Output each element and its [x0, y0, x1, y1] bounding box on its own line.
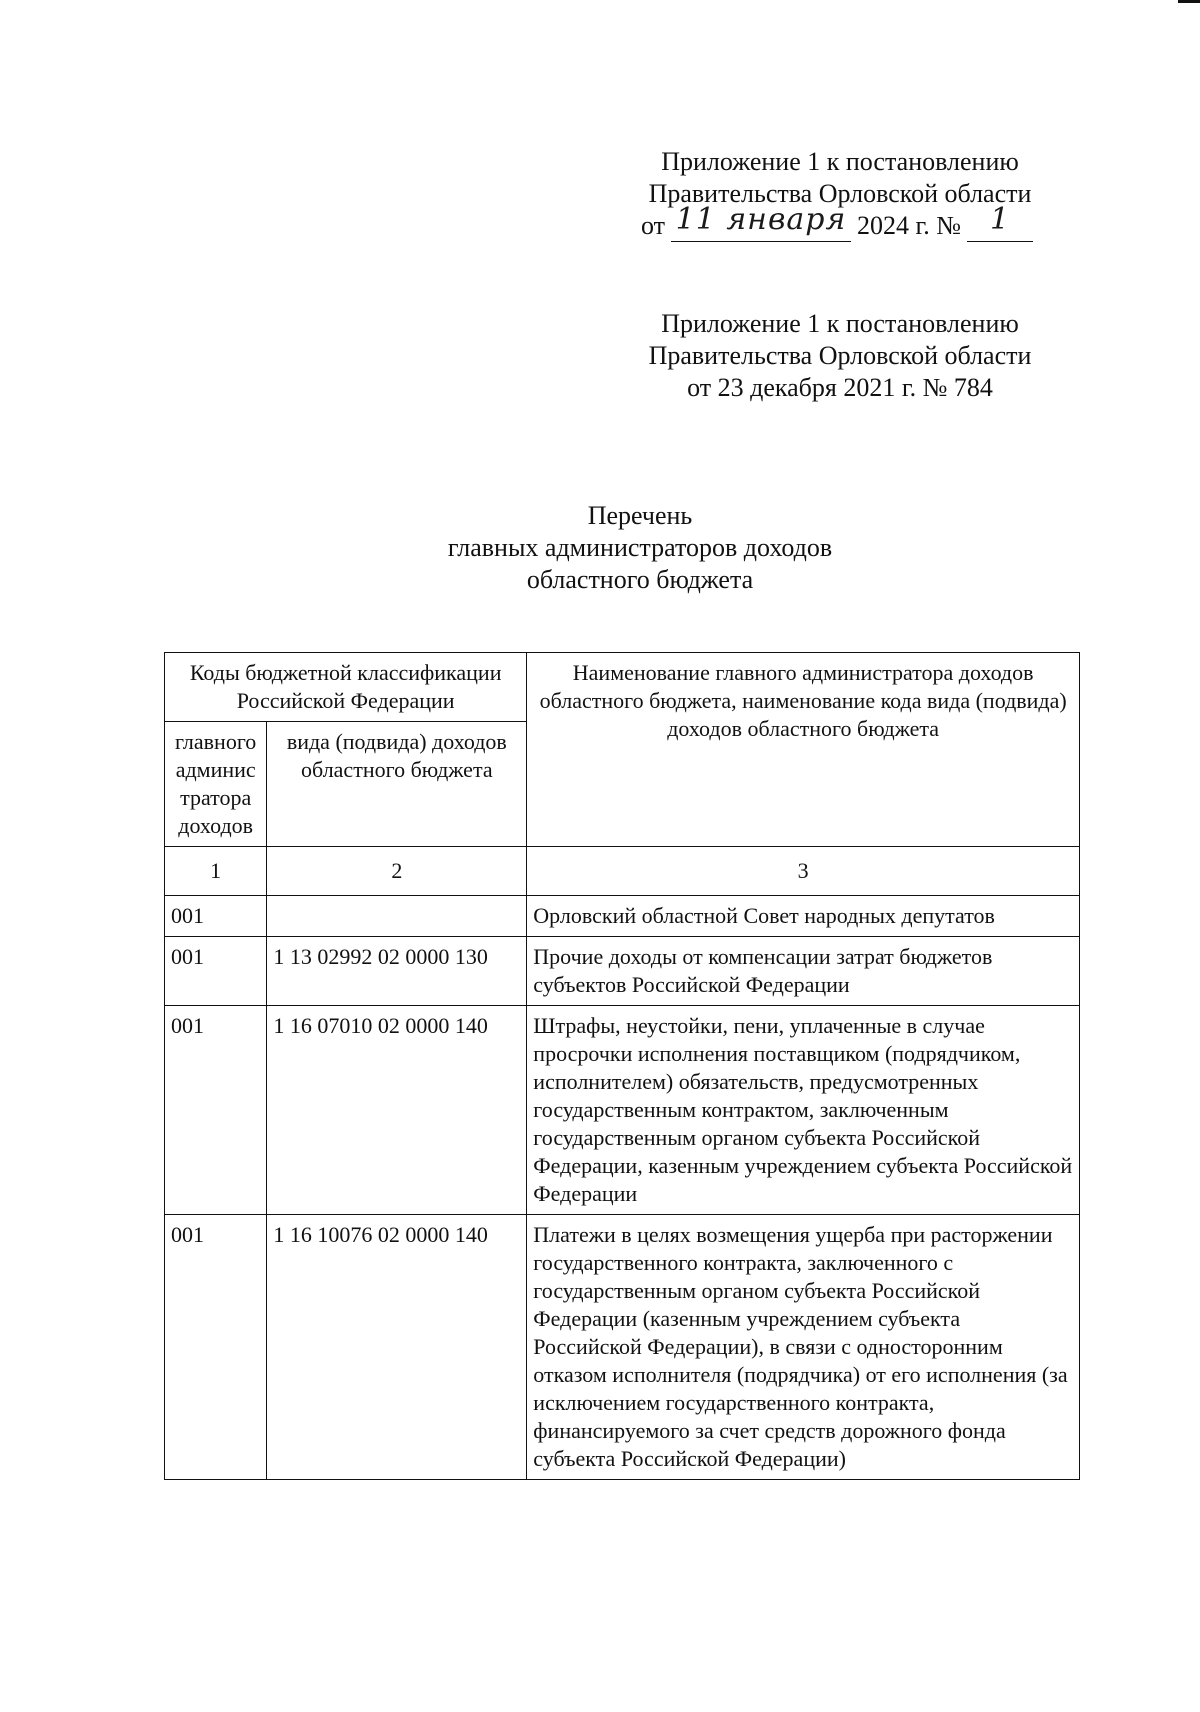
row-name: Платежи в целях возмещения ущерба при расторжении государственного контракта, заключенного с государственным органом субъекта Российской Федерации (казенным учреждением субъекта Российской Федерации), в связи с односторонним отказом исполнителя (подрядчика) от его исполнения (за исключением государственного контракта, финансируемого за счет средств дорожного фонда субъекта Российской Федерации): [527, 1215, 1080, 1480]
row-admin-code: 001: [165, 1006, 267, 1215]
date-year-text: 2024 г. №: [856, 211, 962, 240]
row-admin-code: 001: [165, 937, 267, 1006]
row-revenue-code: 1 16 10076 02 0000 140: [267, 1215, 527, 1480]
row-revenue-code: 1 16 07010 02 0000 140: [267, 1006, 527, 1215]
document-title-line2: главных администраторов доходов: [447, 533, 833, 562]
appendix-header-new-line2: Правительства Орловской области: [648, 179, 1032, 208]
handwritten-number-field: [967, 202, 1033, 242]
column-number-1: 1: [165, 847, 267, 896]
header-main-administrator: главного админис тратора доходов: [165, 722, 267, 847]
header-revenue-type-code: вида (подвида) доходов областного бюджета: [267, 722, 527, 847]
date-prefix: от: [640, 211, 665, 240]
appendix-header-new-date-line: [620, 202, 1060, 242]
column-number-2: 2: [267, 847, 527, 896]
appendix-header-old: [620, 308, 1060, 404]
handwritten-number: 1: [989, 202, 1011, 237]
table-column-numbers-row: [165, 847, 1080, 896]
table-row: [165, 1215, 1080, 1480]
column-number-3: 3: [527, 847, 1080, 896]
row-revenue-code: [267, 896, 527, 937]
handwritten-date-field: [671, 202, 851, 242]
appendix-header-old-line2: Правительства Орловской области: [648, 341, 1032, 370]
row-admin-code: 001: [165, 896, 267, 937]
row-admin-code: 001: [165, 1215, 267, 1480]
appendix-header-new-line1: Приложение 1 к постановлению: [661, 147, 1019, 176]
row-name: Прочие доходы от компенсации затрат бюджетов субъектов Российской Федерации: [527, 937, 1080, 1006]
table-row: [165, 937, 1080, 1006]
header-administrator-name: Наименование главного администратора доходов областного бюджета, наименование кода вида (подвида) доходов областного бюджета: [527, 653, 1080, 847]
document-title: [340, 500, 940, 596]
document-title-line1: Перечень: [587, 501, 693, 530]
handwritten-date: 11 января: [675, 202, 847, 237]
appendix-header-old-line3: от 23 декабря 2021 г. № 784: [687, 373, 993, 402]
header-budget-codes: Коды бюджетной классификации Российской Федерации: [165, 653, 527, 722]
table-header-row: [165, 653, 1080, 722]
appendix-header-old-line1: Приложение 1 к постановлению: [661, 309, 1019, 338]
row-revenue-code: 1 13 02992 02 0000 130: [267, 937, 527, 1006]
table-row: [165, 1006, 1080, 1215]
row-name: Орловский областной Совет народных депутатов: [527, 896, 1080, 937]
scan-corner-mark: [1178, 0, 1200, 3]
document-title-line3: областного бюджета: [526, 565, 754, 594]
revenue-administrators-table: [164, 652, 1080, 1480]
appendix-header-new: [620, 146, 1060, 242]
table-row: [165, 896, 1080, 937]
row-name: Штрафы, неустойки, пени, уплаченные в случае просрочки исполнения поставщиком (подрядчиком, исполнителем) обязательств, предусмотренных государственным контрактом, заключенным государственным органом субъекта Российской Федерации, казенным учреждением субъекта Российской Федерации: [527, 1006, 1080, 1215]
